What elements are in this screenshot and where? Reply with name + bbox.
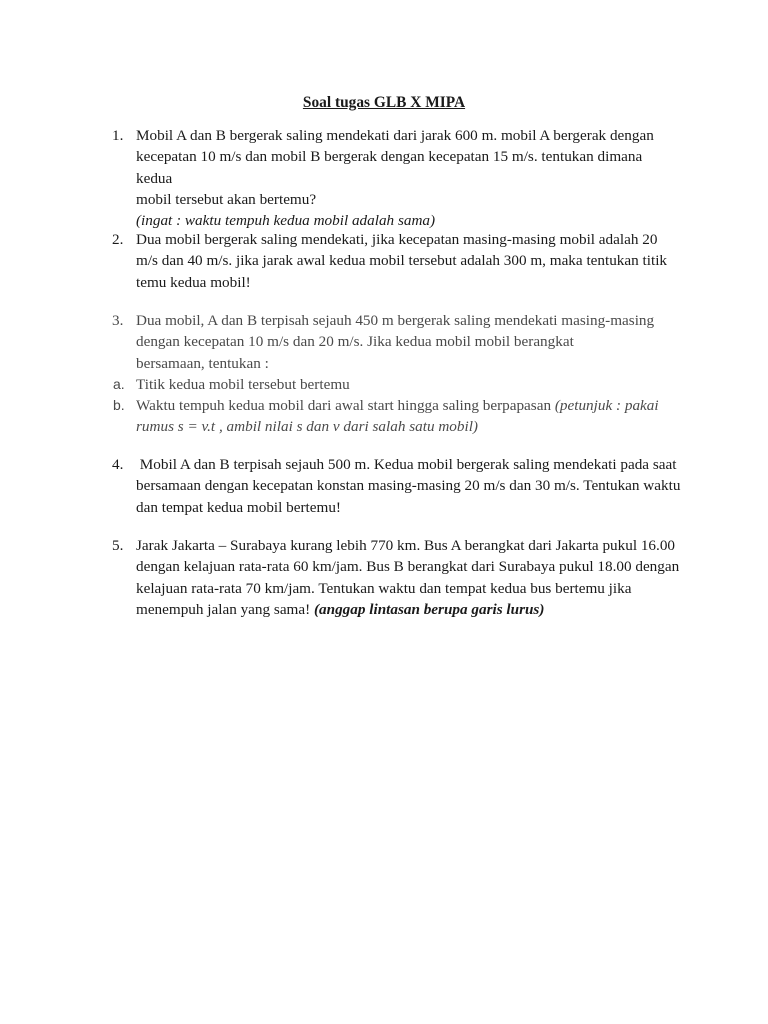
question-note: (ingat : waktu tempuh kedua mobil adalah sama) bbox=[136, 212, 436, 230]
question-line: dengan kelajuan rata-rata 60 km/jam. Bus B berangkat dari Surabaya pukul 18.00 dengan bbox=[136, 558, 680, 576]
sub-item-letter: b. bbox=[113, 397, 125, 414]
question-line: temu kedua mobil! bbox=[136, 273, 251, 291]
question-2 bbox=[112, 229, 682, 293]
question-line: dengan kecepatan 10 m/s dan 20 m/s. Jika kedua mobil mobil berangkat bbox=[136, 333, 574, 351]
question-line: kelajuan rata-rata 70 km/jam. Tentukan waktu dan tempat kedua bus bertemu jika bbox=[136, 579, 632, 597]
question-line-text: menempuh jalan yang sama! bbox=[136, 600, 314, 618]
question-4 bbox=[112, 454, 682, 518]
question-3 bbox=[112, 310, 682, 438]
question-line: kecepatan 10 m/s dan mobil B bergerak dengan kecepatan 15 m/s. tentukan dimana kedua bbox=[136, 148, 643, 187]
question-line: Jarak Jakarta – Surabaya kurang lebih 770 km. Bus A berangkat dari Jakarta pukul 16.00 bbox=[136, 537, 676, 554]
sub-item-main-text: Waktu tempuh kedua mobil dari awal start hingga saling berpapasan bbox=[136, 397, 555, 415]
question-line: mobil tersebut akan bertemu? bbox=[136, 190, 317, 208]
sub-item-text bbox=[136, 395, 682, 416]
question-line: Dua mobil, A dan B terpisah sejauh 450 m bergerak saling mendekati masing-masing bbox=[136, 312, 655, 329]
question-line: Mobil A dan B terpisah sejauh 500 m. Kedua mobil bergerak saling mendekati pada saat bbox=[136, 456, 677, 473]
question-number: 3. bbox=[112, 312, 124, 329]
question-number: 5. bbox=[112, 537, 124, 554]
sub-item-text: Titik kedua mobil tersebut bertemu bbox=[136, 375, 350, 393]
question-line: bersamaan, tentukan : bbox=[136, 354, 269, 372]
question-number: 2. bbox=[112, 231, 124, 248]
question-5 bbox=[112, 535, 682, 620]
question-line-last bbox=[136, 599, 682, 620]
hint-text-continued: rumus s = v.t , ambil nilai s dan v dari salah satu mobil) bbox=[136, 418, 478, 436]
question-line: m/s dan 40 m/s. jika jarak awal kedua mobil tersebut adalah 300 m, maka tentukan titik bbox=[136, 252, 668, 270]
question-number: 1. bbox=[112, 127, 124, 144]
question-line: Dua mobil bergerak saling mendekati, jika kecepatan masing-masing mobil adalah 20 bbox=[136, 231, 658, 248]
question-1 bbox=[112, 125, 682, 231]
sub-item-b bbox=[113, 395, 682, 438]
sub-item-letter: a. bbox=[113, 375, 125, 392]
question-number: 4. bbox=[112, 456, 124, 473]
question-line: bersamaan dengan kecepatan konstan masing-masing 20 m/s dan 30 m/s. Tentukan waktu bbox=[136, 477, 681, 495]
sub-item-a bbox=[113, 374, 682, 395]
question-line: Mobil A dan B bergerak saling mendekati dari jarak 600 m. mobil A bergerak dengan bbox=[136, 127, 654, 144]
page-title: Soal tugas GLB X MIPA bbox=[302, 94, 466, 111]
question-line: dan tempat kedua mobil bertemu! bbox=[136, 498, 341, 516]
question-note-bold: (anggap lintasan berupa garis lurus) bbox=[313, 600, 545, 618]
hint-text: (petunjuk : pakai bbox=[554, 397, 659, 415]
